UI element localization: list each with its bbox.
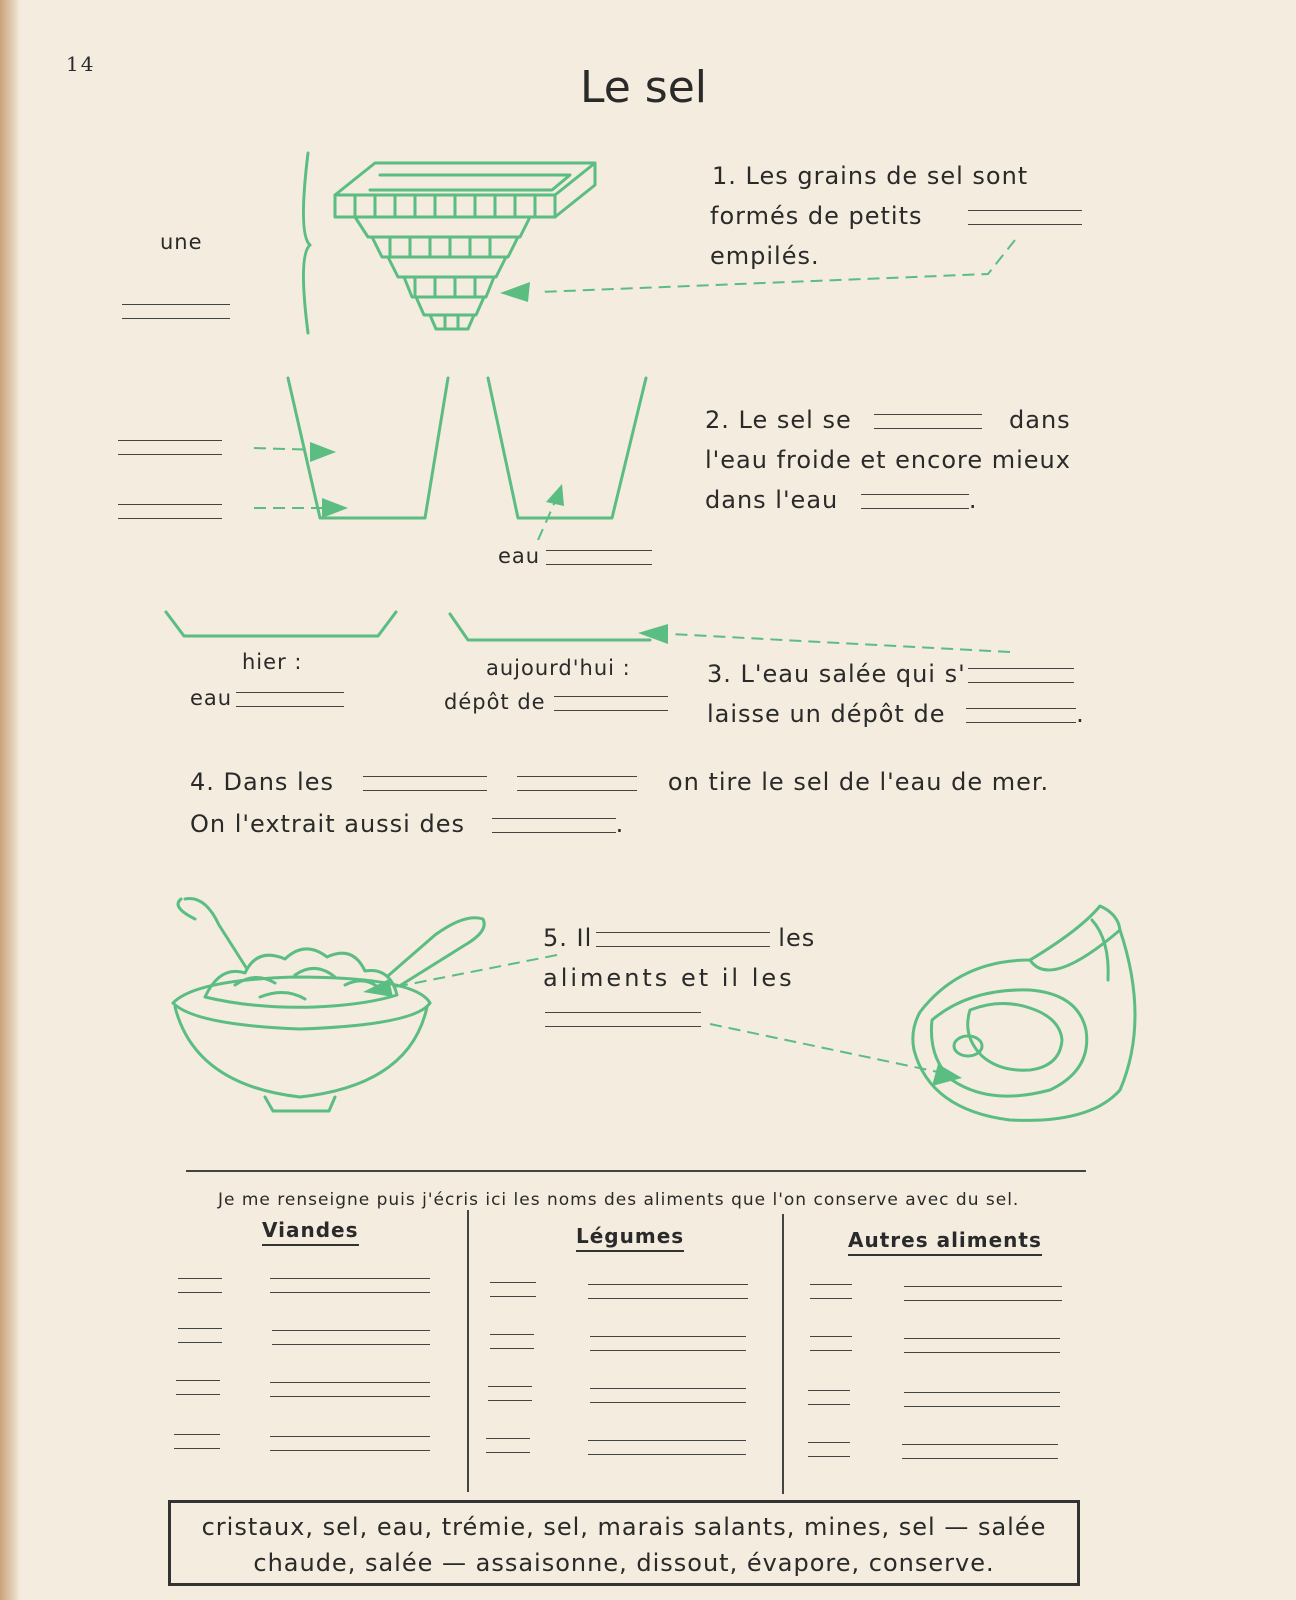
column-header-autres-aliments: Autres aliments: [848, 1228, 1042, 1256]
q1-text-line3: empilés.: [710, 242, 820, 270]
seasoned-salad-bowl-illustration: [165, 885, 585, 1130]
autres-number-blank[interactable]: [810, 1336, 852, 1351]
legumes-number-blank[interactable]: [490, 1282, 536, 1297]
q4-answer-blank-1[interactable]: [363, 776, 487, 791]
viandes-number-blank[interactable]: [176, 1380, 220, 1395]
autres-number-blank[interactable]: [808, 1390, 850, 1405]
q3-text-line1: 3. L'eau salée qui s': [707, 654, 1074, 694]
legumes-entry-blank[interactable]: [588, 1440, 746, 1455]
word-bank-line2: chaude, salée — assaisonne, dissout, évapore, conserve.: [253, 1549, 995, 1577]
column-header-viandes: Viandes: [262, 1218, 359, 1246]
autres-entry-blank[interactable]: [904, 1286, 1062, 1301]
q5-answer-blank-2[interactable]: [545, 1012, 701, 1027]
glasses-of-water-illustration: [240, 370, 670, 540]
viandes-entry-blank[interactable]: [270, 1278, 430, 1293]
viandes-entry-blank[interactable]: [270, 1382, 430, 1397]
q3-aujourdhui-label: aujourd'hui :: [486, 656, 631, 680]
book-spine-edge: [0, 0, 20, 1600]
column-header-legumes: Légumes: [576, 1224, 684, 1252]
column-divider-1: [467, 1210, 469, 1492]
q5-text-line2: aliments et il les: [543, 964, 795, 992]
word-bank-box: [168, 1500, 1080, 1586]
q2-eau-blank[interactable]: [546, 550, 652, 565]
q3-eau-blank[interactable]: [236, 692, 344, 707]
page-number: 14: [66, 52, 96, 76]
q1-text-line1: 1. Les grains de sel sont: [712, 162, 1029, 190]
q4-answer-blank-2[interactable]: [517, 776, 637, 791]
q3-depot-blank[interactable]: [554, 696, 668, 711]
q2-side-blank-2[interactable]: [118, 504, 222, 519]
column-divider-2: [782, 1214, 784, 1494]
q3-answer-blank-2[interactable]: [966, 708, 1076, 723]
q3-eau-label: eau: [190, 686, 233, 710]
q1-pointer-arrow: [490, 230, 1030, 310]
q2-answer-blank-1[interactable]: [874, 414, 982, 429]
viandes-number-blank[interactable]: [174, 1434, 220, 1449]
q2-side-blank-1[interactable]: [118, 440, 222, 455]
autres-entry-blank[interactable]: [904, 1392, 1060, 1407]
viandes-number-blank[interactable]: [178, 1328, 222, 1343]
section-divider: [186, 1170, 1086, 1172]
page-title: Le sel: [580, 62, 708, 113]
q2-eau-label: eau: [498, 544, 541, 568]
autres-number-blank[interactable]: [808, 1442, 850, 1457]
autres-number-blank[interactable]: [810, 1284, 852, 1299]
q5-text-line1: 5. Il les: [543, 924, 816, 952]
q3-hier-label: hier :: [242, 650, 303, 674]
salted-ham-illustration: [700, 900, 1160, 1140]
q4-answer-blank-3[interactable]: [492, 818, 616, 833]
viandes-entry-blank[interactable]: [272, 1330, 430, 1345]
legumes-number-blank[interactable]: [490, 1334, 534, 1349]
legumes-number-blank[interactable]: [488, 1386, 532, 1401]
autres-entry-blank[interactable]: [904, 1338, 1060, 1353]
autres-entry-blank[interactable]: [902, 1444, 1058, 1459]
word-bank-line1: cristaux, sel, eau, trémie, sel, marais salants, mines, sel — salée: [201, 1513, 1047, 1541]
q2-answer-blank-2[interactable]: [861, 494, 969, 509]
legumes-entry-blank[interactable]: [588, 1284, 748, 1299]
q2-text-line2: l'eau froide et encore mieux: [705, 446, 1071, 474]
q2-text-line3: dans l'eau .: [705, 486, 978, 514]
q1-side-label: une: [160, 230, 203, 254]
q4-text-line1: 4. Dans les on tire le sel de l'eau de mer.: [190, 768, 1050, 796]
legumes-number-blank[interactable]: [486, 1438, 530, 1453]
q1-side-blank[interactable]: [122, 304, 230, 319]
viandes-entry-blank[interactable]: [270, 1436, 430, 1451]
viandes-number-blank[interactable]: [178, 1278, 222, 1293]
q1-text-line2: formés de petits: [710, 202, 923, 230]
q3-depot-label: dépôt de: [444, 690, 546, 714]
table-instruction: Je me renseigne puis j'écris ici les noms des aliments que l'on conserve avec du sel.: [218, 1190, 1020, 1210]
legumes-entry-blank[interactable]: [590, 1388, 746, 1403]
q4-text-line2: On l'extrait aussi des .: [190, 810, 625, 838]
q3-answer-blank-1[interactable]: [968, 668, 1074, 683]
q2-text-line1: 2. Le sel se dans: [705, 406, 1071, 434]
q3-text-line2: laisse un dépôt de .: [707, 700, 1085, 728]
q1-answer-blank[interactable]: [968, 210, 1082, 225]
legumes-entry-blank[interactable]: [590, 1336, 746, 1351]
